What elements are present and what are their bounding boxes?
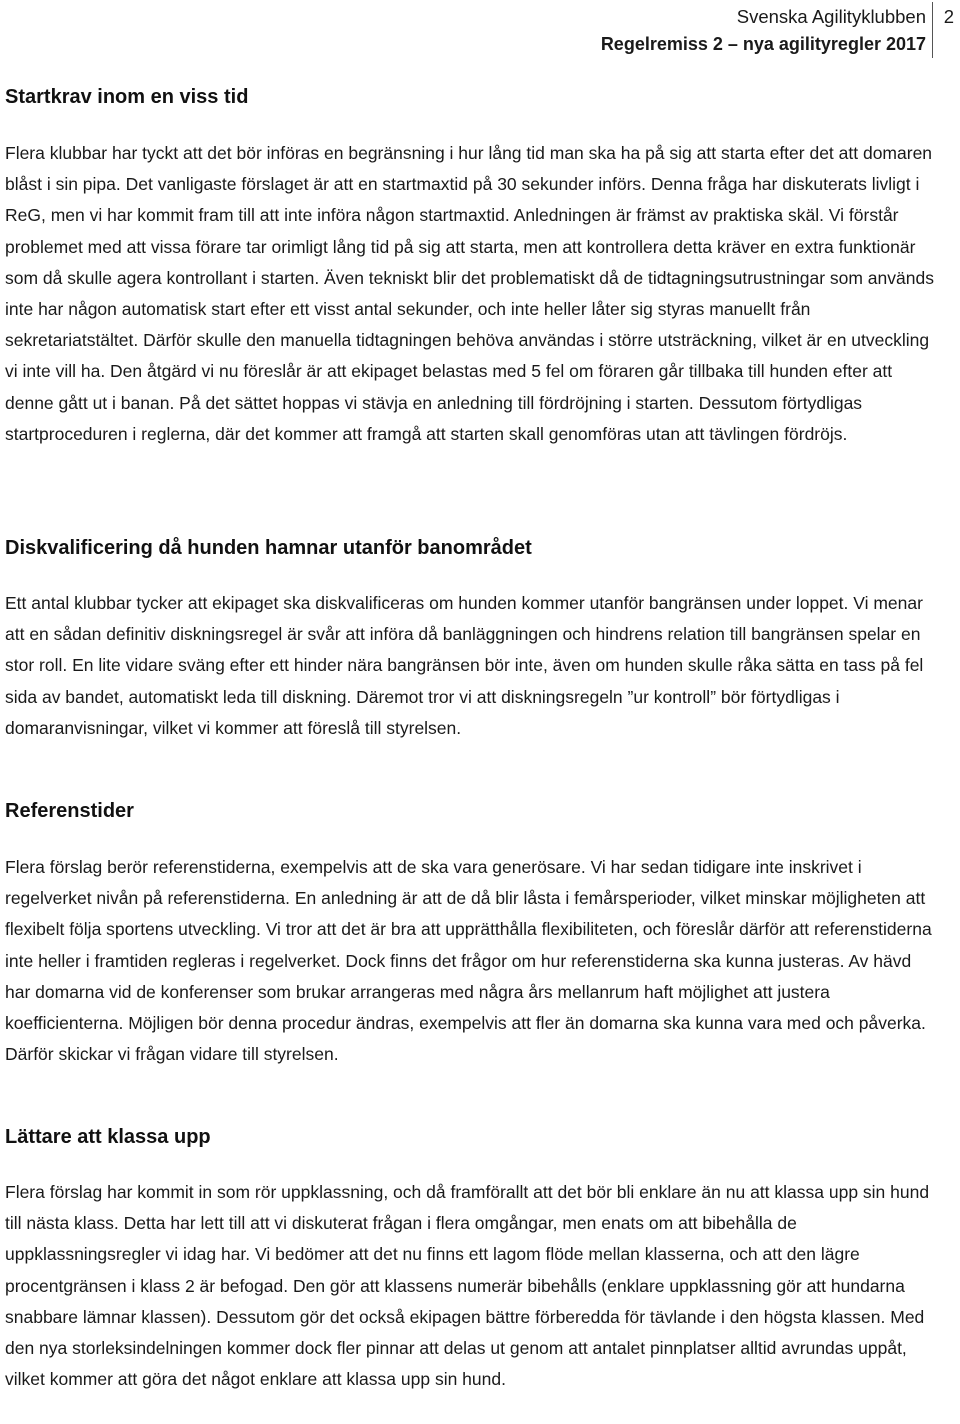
header-document-title: Regelremiss 2 – nya agilityregler 2017: [600, 34, 926, 54]
section-heading-referenstider: Referenstider: [5, 800, 134, 822]
section-body-startkrav: Flera klubbar har tyckt att det bör införas en begränsning i hur lång tid man ska ha på sig att starta efter det att domaren blåst i sin pipa. Det vanligaste förslaget är att en startmaxtid på 30 sekunder införs. Denna fråga har diskuterats livligt i ReG, men vi har kommit fram till att inte införa någon startmaxtid. Anledningen är främst av praktiska skäl. Vi förstår problemet med att vissa förare tar orimligt lång tid på sig att starta, men att kontrollera detta kräver en extra funktionär som då skulle agera kontrollant i starten. Även tekniskt blir det problematiskt då de tidtagningsutrustningar som används inte har någon automatisk start efter ett visst antal sekunder, och inte heller låter sig styras manuellt från sekretariatstältet. Därför skulle den manuella tidtagningen behöva användas i större utsträckning, vilket är en utveckling vi inte vill ha. Den åtgärd vi nu föreslår är att ekipaget belastas med 5 fel om föraren går tillbaka till hunden efter att denne gått ut i banan. På det sättet hoppas vi stävja en anledning till fördröjning i starten. Dessutom förtydligas startproceduren i reglerna, där det kommer att framgå att starten skall genomföras utan att tävlingen fördröjs.: [5, 143, 934, 444]
section-heading-diskvalificering: Diskvalificering då hunden hamnar utanför banområdet: [5, 537, 532, 559]
header-organization: Svenska Agilityklubben: [736, 6, 926, 27]
section-body-diskvalificering: Ett antal klubbar tycker att ekipaget ska diskvalificeras om hunden kommer utanför bangränsen under loppet. Vi menar att en sådan definitiv diskningsregel är svår att införa då banläggningen och hindrens relation till bangränsen spelar en stor roll. En lite vidare sväng efter ett hinder nära bangränsen bör inte, även om hunden skulle råka sätta en tass på fel sida av bandet, automatiskt leda till diskning. Däremot tror vi att diskningsregeln ”ur kontroll” bör förtydligas i domaranvisningar, vilket vi kommer att föreslå till styrelsen.: [5, 593, 924, 738]
section-body-klassa-upp: Flera förslag har kommit in som rör uppklassning, och då framförallt att det bör bli enklare än nu att klassa upp sin hund till nästa klass. Detta har lett till att vi diskuterat frågan i flera omgångar, men enats om att bibehålla de uppklassningsregler vi idag har. Vi bedömer att det nu finns ett lagom flöde mellan klasserna, och att den lägre procentgränsen i klass 2 är befogad. Den gör att klassens numerär bibehålls (enklare uppklassning gör att hundarna snabbare lämnar klassen). Dessutom gör det också ekipagen bättre förberedda för tävlande i den högsta klassen. Med den nya storleksindelningen kommer dock fler pinnar att delas ut genom att antalet pinnplatser alltid avrundas uppåt, vilket kommer att göra det något enklare att klassa upp sin hund.: [5, 1182, 930, 1390]
page-header: [0, 2, 960, 58]
page-number: 2: [943, 6, 954, 27]
section-body-referenstider: Flera förslag berör referenstiderna, exempelvis att de ska vara generösare. Vi har sedan tidigare inte inskrivet i regelverket nivån på referenstiderna. En anledning är att de då blir låsta i femårsperioder, vilket minskar möjligheten att flexibelt följa sportens utveckling. Vi tror att det är bra att upprätthålla flexibiliteten, och föreslår därför att referenstiderna inte heller i framtiden regleras i regelverket. Dock finns det frågor om hur referenstiderna ska kunna justeras. Av hävd har domarna vid de konferenser som brukar arrangeras med några års mellanrum haft möjlighet att justera koefficienterna. Möjligen bör denna procedur ändras, exempelvis att fler än domarna ska kunna vara med och påverka. Därför skickar vi frågan vidare till styrelsen.: [5, 857, 932, 1065]
header-divider: [932, 2, 933, 58]
section-heading-klassa-upp: Lättare att klassa upp: [5, 1126, 211, 1148]
section-heading-startkrav: Startkrav inom en viss tid: [5, 86, 249, 108]
